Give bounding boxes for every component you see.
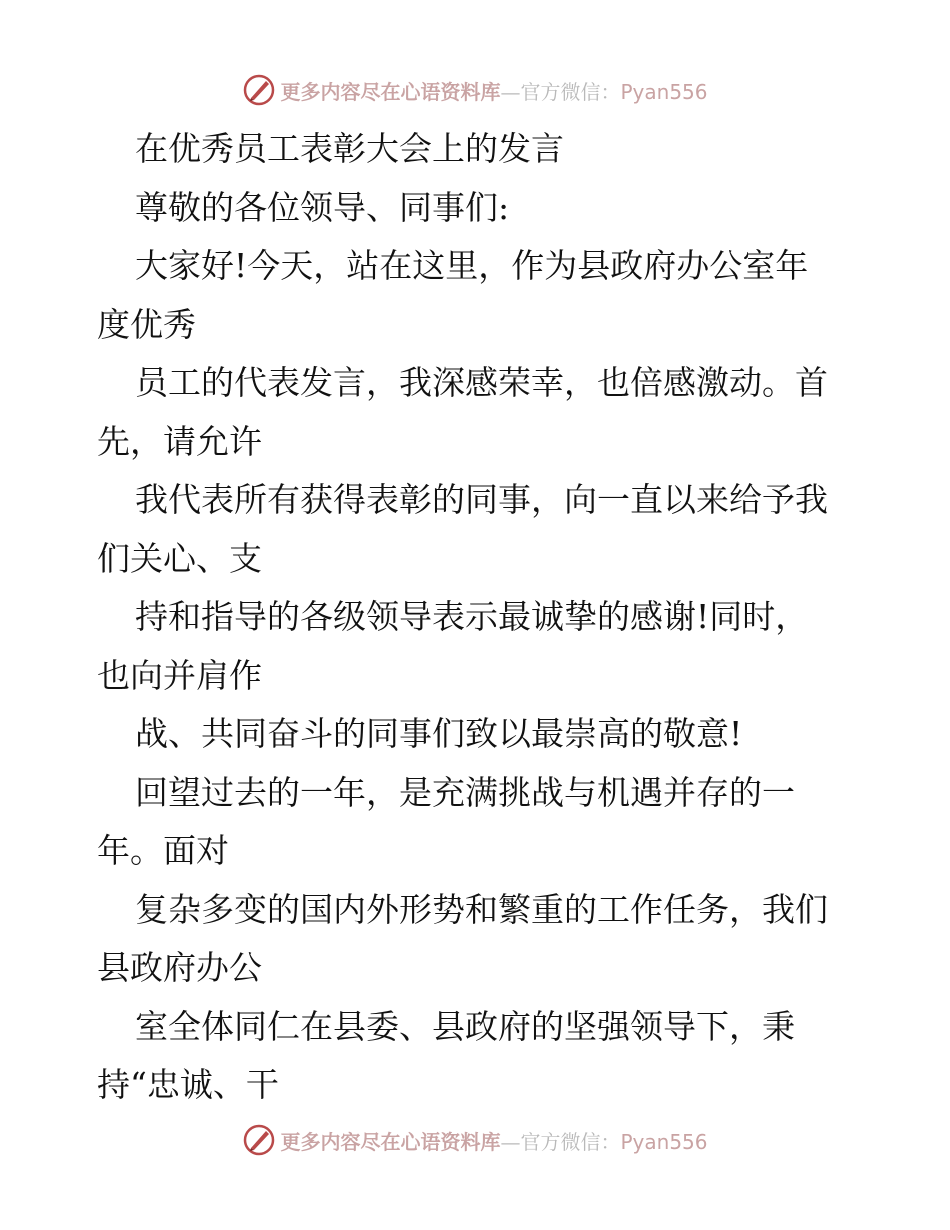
- document-line: 县政府办公: [97, 948, 262, 987]
- watermark-text: [280, 76, 707, 105]
- document-line: 我代表所有获得表彰的同事，向一直以来给予我: [135, 480, 828, 519]
- watermark-header: [0, 70, 950, 110]
- document-line: 们关心、支: [97, 538, 262, 578]
- document-line: 大家好!今天，站在这里，作为县政府办公室年: [135, 246, 809, 285]
- document-line: 也向并肩作: [97, 655, 262, 695]
- document-line: 持和指导的各级领导表示最诚挚的感谢!同时，: [135, 597, 809, 636]
- watermark-separator: —: [500, 79, 521, 104]
- watermark-title: 更多内容尽在心语资料库: [280, 1129, 501, 1154]
- document-line: 复杂多变的国内外形势和繁重的工作任务，我们: [135, 889, 828, 929]
- document-line: 度优秀: [97, 304, 196, 344]
- document-line: 回望过去的一年，是充满挑战与机遇并存的一: [135, 772, 795, 812]
- document-line: 持“忠诚、干: [97, 1065, 279, 1104]
- watermark-wechat-id: Pyan556: [620, 1129, 708, 1154]
- watermark-text: [280, 1126, 707, 1155]
- document-line: 年。面对: [97, 831, 229, 870]
- document-line: 员工的代表发言，我深感荣幸，也倍感激动。首: [135, 363, 828, 402]
- document-line: 在优秀员工表彰大会上的发言: [135, 129, 564, 168]
- document-body: [97, 120, 867, 1115]
- quill-logo-icon: [242, 1123, 276, 1157]
- watermark-official: 官方微信：: [520, 79, 621, 104]
- watermark-footer: [0, 1120, 950, 1160]
- watermark-title: 更多内容尽在心语资料库: [280, 79, 501, 104]
- document-line: 战、共同奋斗的同事们致以最崇高的敬意!: [135, 714, 743, 753]
- document-line: 室全体同仁在县委、县政府的坚强领导下，秉: [135, 1006, 795, 1046]
- watermark-official: 官方微信：: [520, 1129, 621, 1154]
- document-line: 尊敬的各位领导、同事们:: [135, 187, 510, 227]
- watermark-wechat-id: Pyan556: [620, 79, 708, 104]
- quill-logo-icon: [242, 73, 276, 107]
- watermark-separator: —: [500, 1129, 521, 1154]
- document-line: 先，请允许: [97, 421, 262, 461]
